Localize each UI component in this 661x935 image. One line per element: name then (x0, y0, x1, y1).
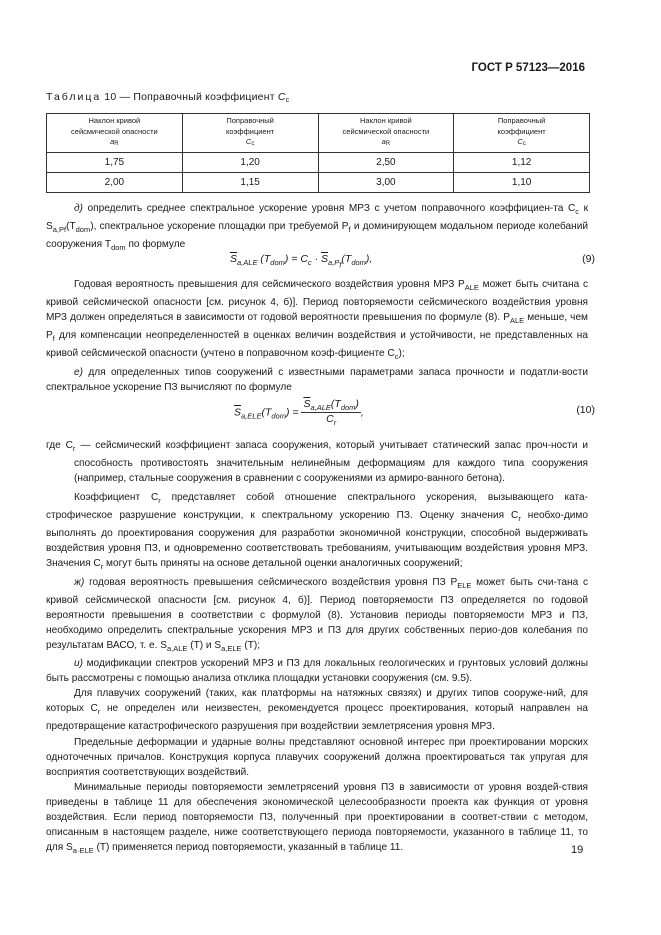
table-cell: 2,00 (47, 173, 183, 193)
header-cell: Наклон кривой сейсмической опасности $a_R$ (47, 114, 183, 153)
table-cell: 1,10 (454, 173, 590, 193)
table-caption: Таблица 10 — Поправочный коэффициент $C_c$ (46, 91, 290, 104)
standard-number: ГОСТ Р 57123—2016 (471, 62, 585, 74)
paragraph-d: д) определить среднее спектральное ускорение уровня МРЗ с учетом поправочного коэффициен-та $C_c$ к $S_{a,Pf}(T_{dom})$, спектральное ускорение площадки при требуемой $P_f$ и доминирующем модальном периоде колебаний сооружения $T_{dom}$ по формуле (46, 203, 588, 253)
correction-coefficient-table (46, 113, 590, 193)
table-cell: 1,20 (182, 153, 318, 173)
header-cell: Наклон кривой сейсмической опасности $a_R$ (318, 114, 454, 153)
table-header-row (47, 114, 590, 153)
where-clause: где $C_r$ — сейсмический коэффициент запаса сооружения, который учитывает статический запас проч-ности и способность противостоять значительным нелинейным деформациям для каждого типа сооружения (например, стальные сооружения в сравнении с сооружениями из армиро-ванного бетона). (46, 440, 589, 485)
table-cell: 1,75 (47, 153, 183, 173)
table-row (47, 173, 590, 193)
equation-number: (9) (582, 253, 595, 265)
table-cell: 3,00 (318, 173, 454, 193)
page-number: 19 (571, 844, 584, 856)
equation-number: (10) (576, 404, 595, 416)
table-cell: 2,50 (318, 153, 454, 173)
table-cell: 1,15 (182, 173, 318, 193)
paragraph-annual-probability: Годовая вероятность превышения для сейсмического воздействия уровня МРЗ $P_{ALE}$ может быть считана с кривой сейсмической опасности [см. рисунок 4, б)]. Период повторяемости сейсмического воздействия уровня МРЗ должен определяться в зависимости от годовой вероятности превышения по формуле (8). $P_{ALE}$ меньше, чем $P_f$ для компенсации неопределенностей в оценках величин воздействия и устойчивости, не представленных на кривой сейсмической опасности (учтено в поправочном коэф-фициенте $C_c$); е) для определенных типов сооружений с известными параметрами запаса прочности и податли-вости спектральное ускорение ПЗ вычисляют по формуле (46, 279, 588, 393)
header-cell: Поправочный коэффициент $C_c$ (182, 114, 318, 153)
paragraph-coefficient: Коэффициент $C_r$ представляет собой отношение спектрального ускорения, вызывающего ката-строфическое разрушение конструкции, к спектральному ускорению ПЗ. Оценку значения $C_r$ необхо-димо выполнять до проектирования сооружения для разработки экономичной конструкции, способной выдерживать воздействия уровня ПЗ, и одновременно соответствовать требованиям, учитывающим воздействия уровня МРЗ. Значения $C_r$ могут быть приняты на основе детальной оценки аналогичных сооружений; ж) годовая вероятность превышения сейсмического воздействия уровня ПЗ $P_{ELE}$ может быть счи-тана с кривой сейсмической опасности [см. рисунок 4, б)]. Период повторяемости ПЗ определяется по годовой вероятности превышения в соответствии с формулой (8). Установив периоды повторяемости МРЗ и ПЗ, необходимо определить спектральные ускорения МРЗ и ПЗ для других собственных перио-дов колебания по результатам ВАСО, т. е. $S_{a,ALE}$ (T) и $S_{a,ELE}$ (T); и) модификации спектров ускорений МРЗ и ПЗ для локальных геологических и грунтовых условий должны быть рассмотрены с помощью анализа отклика площадки установки сооружения (см. 9.5). Для плавучих сооружений (таких, как платформы на натяжных связях) и других типов сооруже-ний, для которых $C_r$ не определен или неизвестен, рекомендуется процесс проектирования, который направлен на предотвращение катастрофического разрушения при воздействии землетрясения уровня МРЗ. Предельные деформации и ударные волны представляют основной интерес при проектировании морских одноточечных причалов. Конструкция корпуса плавучих сооружений должна проектироваться так упругая для восприятия соответствующих воздействий. Минимальные периоды повторяемости землетрясений уровня ПЗ в зависимости от уровня воздей-ствия приведены в таблице 11 для обеспечения экономической целесообразности проекта как функция от уровня воздействия. Если период повторяемости ПЗ, полученный при проектировании в соответ-ствии с методом, описанным в настоящем разделе, ниже соответствующего периода повторяемости, указанного в таблице 11, то для $S_{a\cdot ELE}$ (T) применяется период повторяемости, указанный в таблице 11. (46, 492, 588, 856)
table-cell: 1,12 (454, 153, 590, 173)
table-row (47, 153, 590, 173)
header-cell: Поправочный коэффициент $C_c$ (454, 114, 590, 153)
